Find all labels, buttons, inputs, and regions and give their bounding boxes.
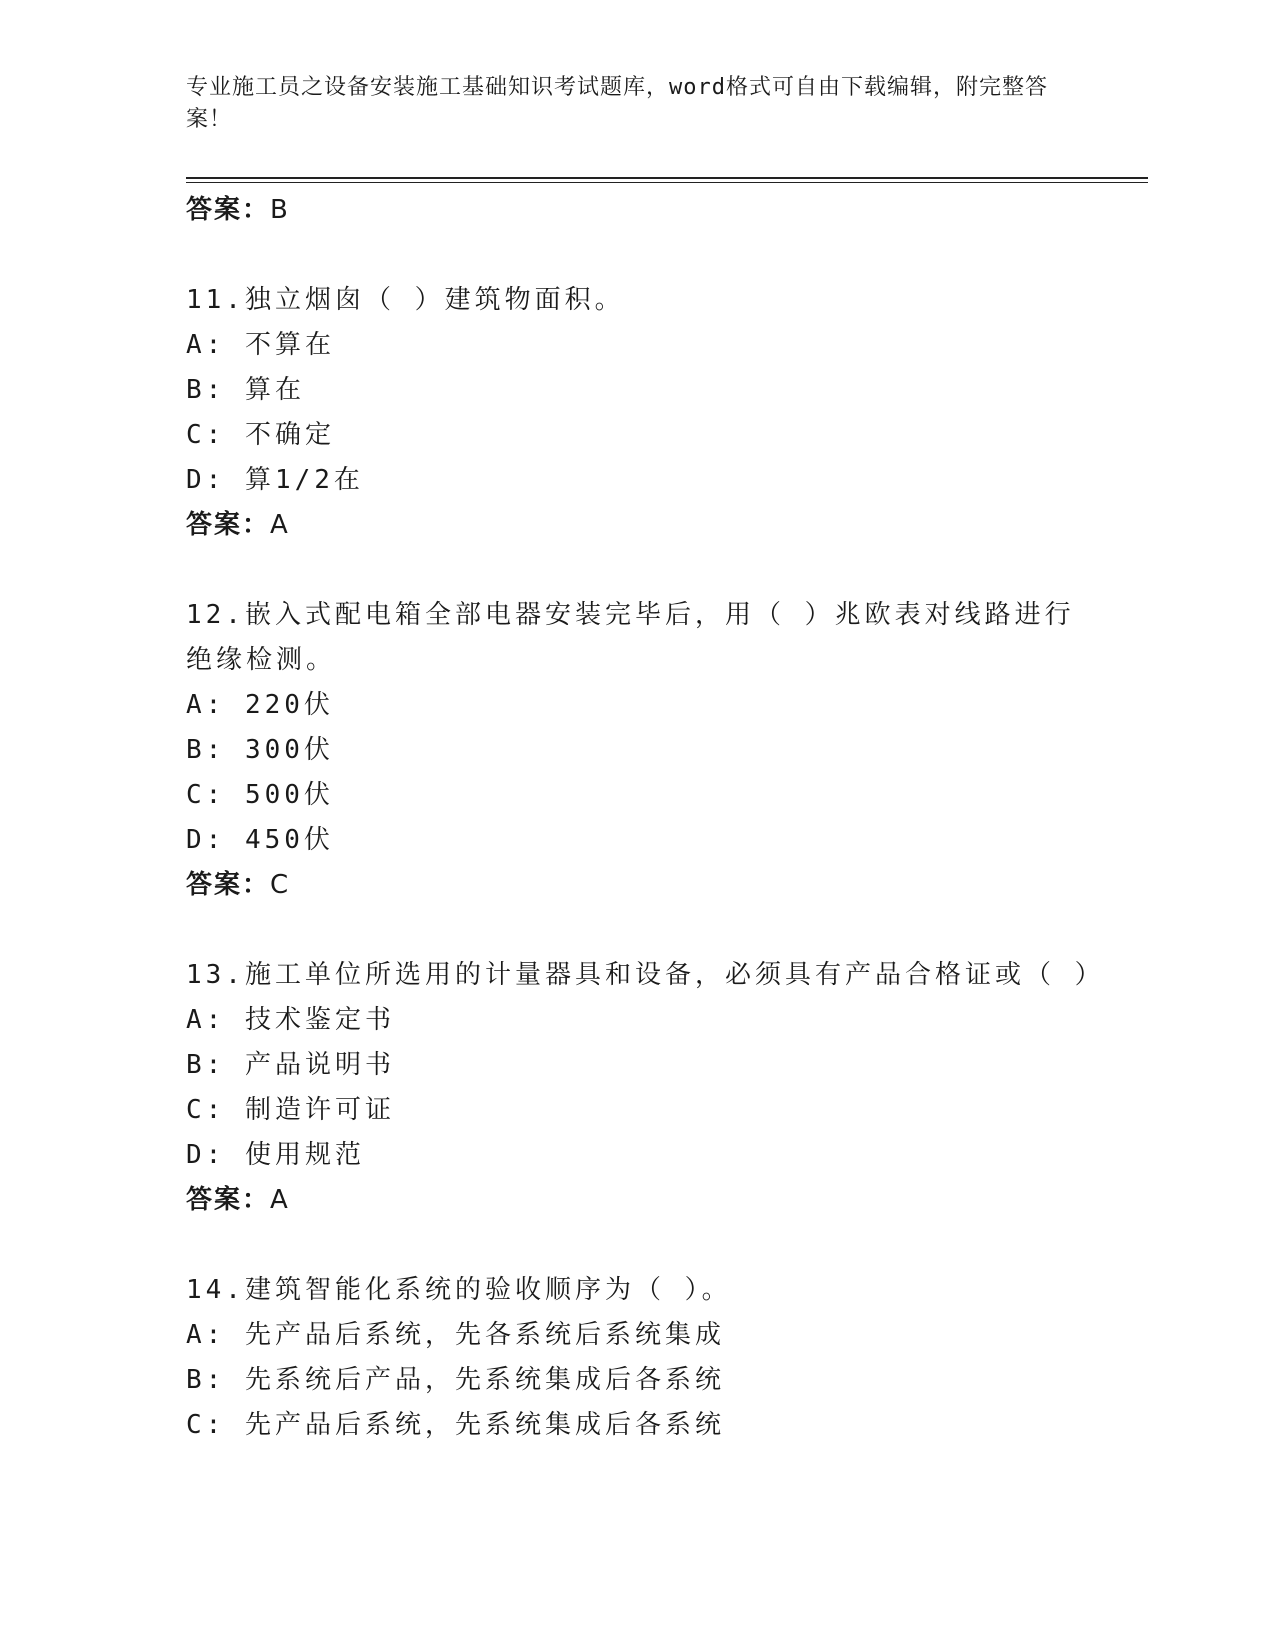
header-text: 专业施工员之设备安装施工基础知识考试题库，word格式可自由下载编辑，附完整答案！	[186, 75, 1048, 132]
option-b: B: 300伏	[186, 735, 334, 765]
spacer	[186, 233, 1086, 278]
answer-label: 答案：	[186, 1185, 271, 1215]
answer-line	[186, 863, 1086, 908]
option-c: C: 先产品后系统，先系统集成后各系统	[186, 1410, 725, 1440]
spacer	[186, 548, 1086, 593]
option-c: C: 500伏	[186, 780, 334, 810]
question-list	[186, 188, 1105, 1448]
prev-answer	[186, 188, 1086, 233]
option-d: D: 450伏	[186, 825, 334, 855]
question-text: 14.建筑智能化系统的验收顺序为（ ）。	[186, 1275, 732, 1305]
question-text: 13.施工单位所选用的计量器具和设备，必须具有产品合格证或（ ）	[186, 960, 1105, 990]
answer-line	[186, 1178, 1086, 1223]
header-rule-thin	[186, 182, 1148, 183]
option-b: B: 产品说明书	[186, 1050, 395, 1080]
question-block	[186, 1268, 1086, 1448]
option-a: A: 先产品后系统，先各系统后系统集成	[186, 1320, 725, 1350]
option-a: A: 技术鉴定书	[186, 1005, 395, 1035]
question-block	[186, 278, 1086, 548]
option-c: C: 制造许可证	[186, 1095, 395, 1125]
answer-label: 答案：	[186, 510, 271, 540]
option-a: A: 不算在	[186, 330, 335, 360]
option-b: B: 先系统后产品，先系统集成后各系统	[186, 1365, 725, 1395]
option-c: C: 不确定	[186, 420, 335, 450]
answer-line	[186, 503, 1086, 548]
answer-value: B	[270, 195, 290, 225]
spacer	[186, 908, 1086, 953]
option-d: D: 使用规范	[186, 1140, 365, 1170]
document-header	[186, 72, 1066, 136]
header-rule-thick	[186, 177, 1148, 179]
answer-label: 答案：	[186, 870, 271, 900]
answer-value: C	[270, 870, 291, 900]
question-block	[186, 593, 1086, 908]
answer-value: A	[270, 510, 290, 540]
answer-label: 答案：	[186, 195, 271, 225]
question-text: 11.独立烟囱（ ）建筑物面积。	[186, 285, 625, 315]
question-text: 12.嵌入式配电箱全部电器安装完毕后，用（ ）兆欧表对线路进行绝缘检测。	[186, 600, 1075, 675]
spacer	[186, 1223, 1086, 1268]
option-a: A: 220伏	[186, 690, 334, 720]
question-block	[186, 953, 1105, 1223]
option-b: B: 算在	[186, 375, 305, 405]
answer-value: A	[270, 1185, 290, 1215]
option-d: D: 算1/2在	[186, 465, 364, 495]
